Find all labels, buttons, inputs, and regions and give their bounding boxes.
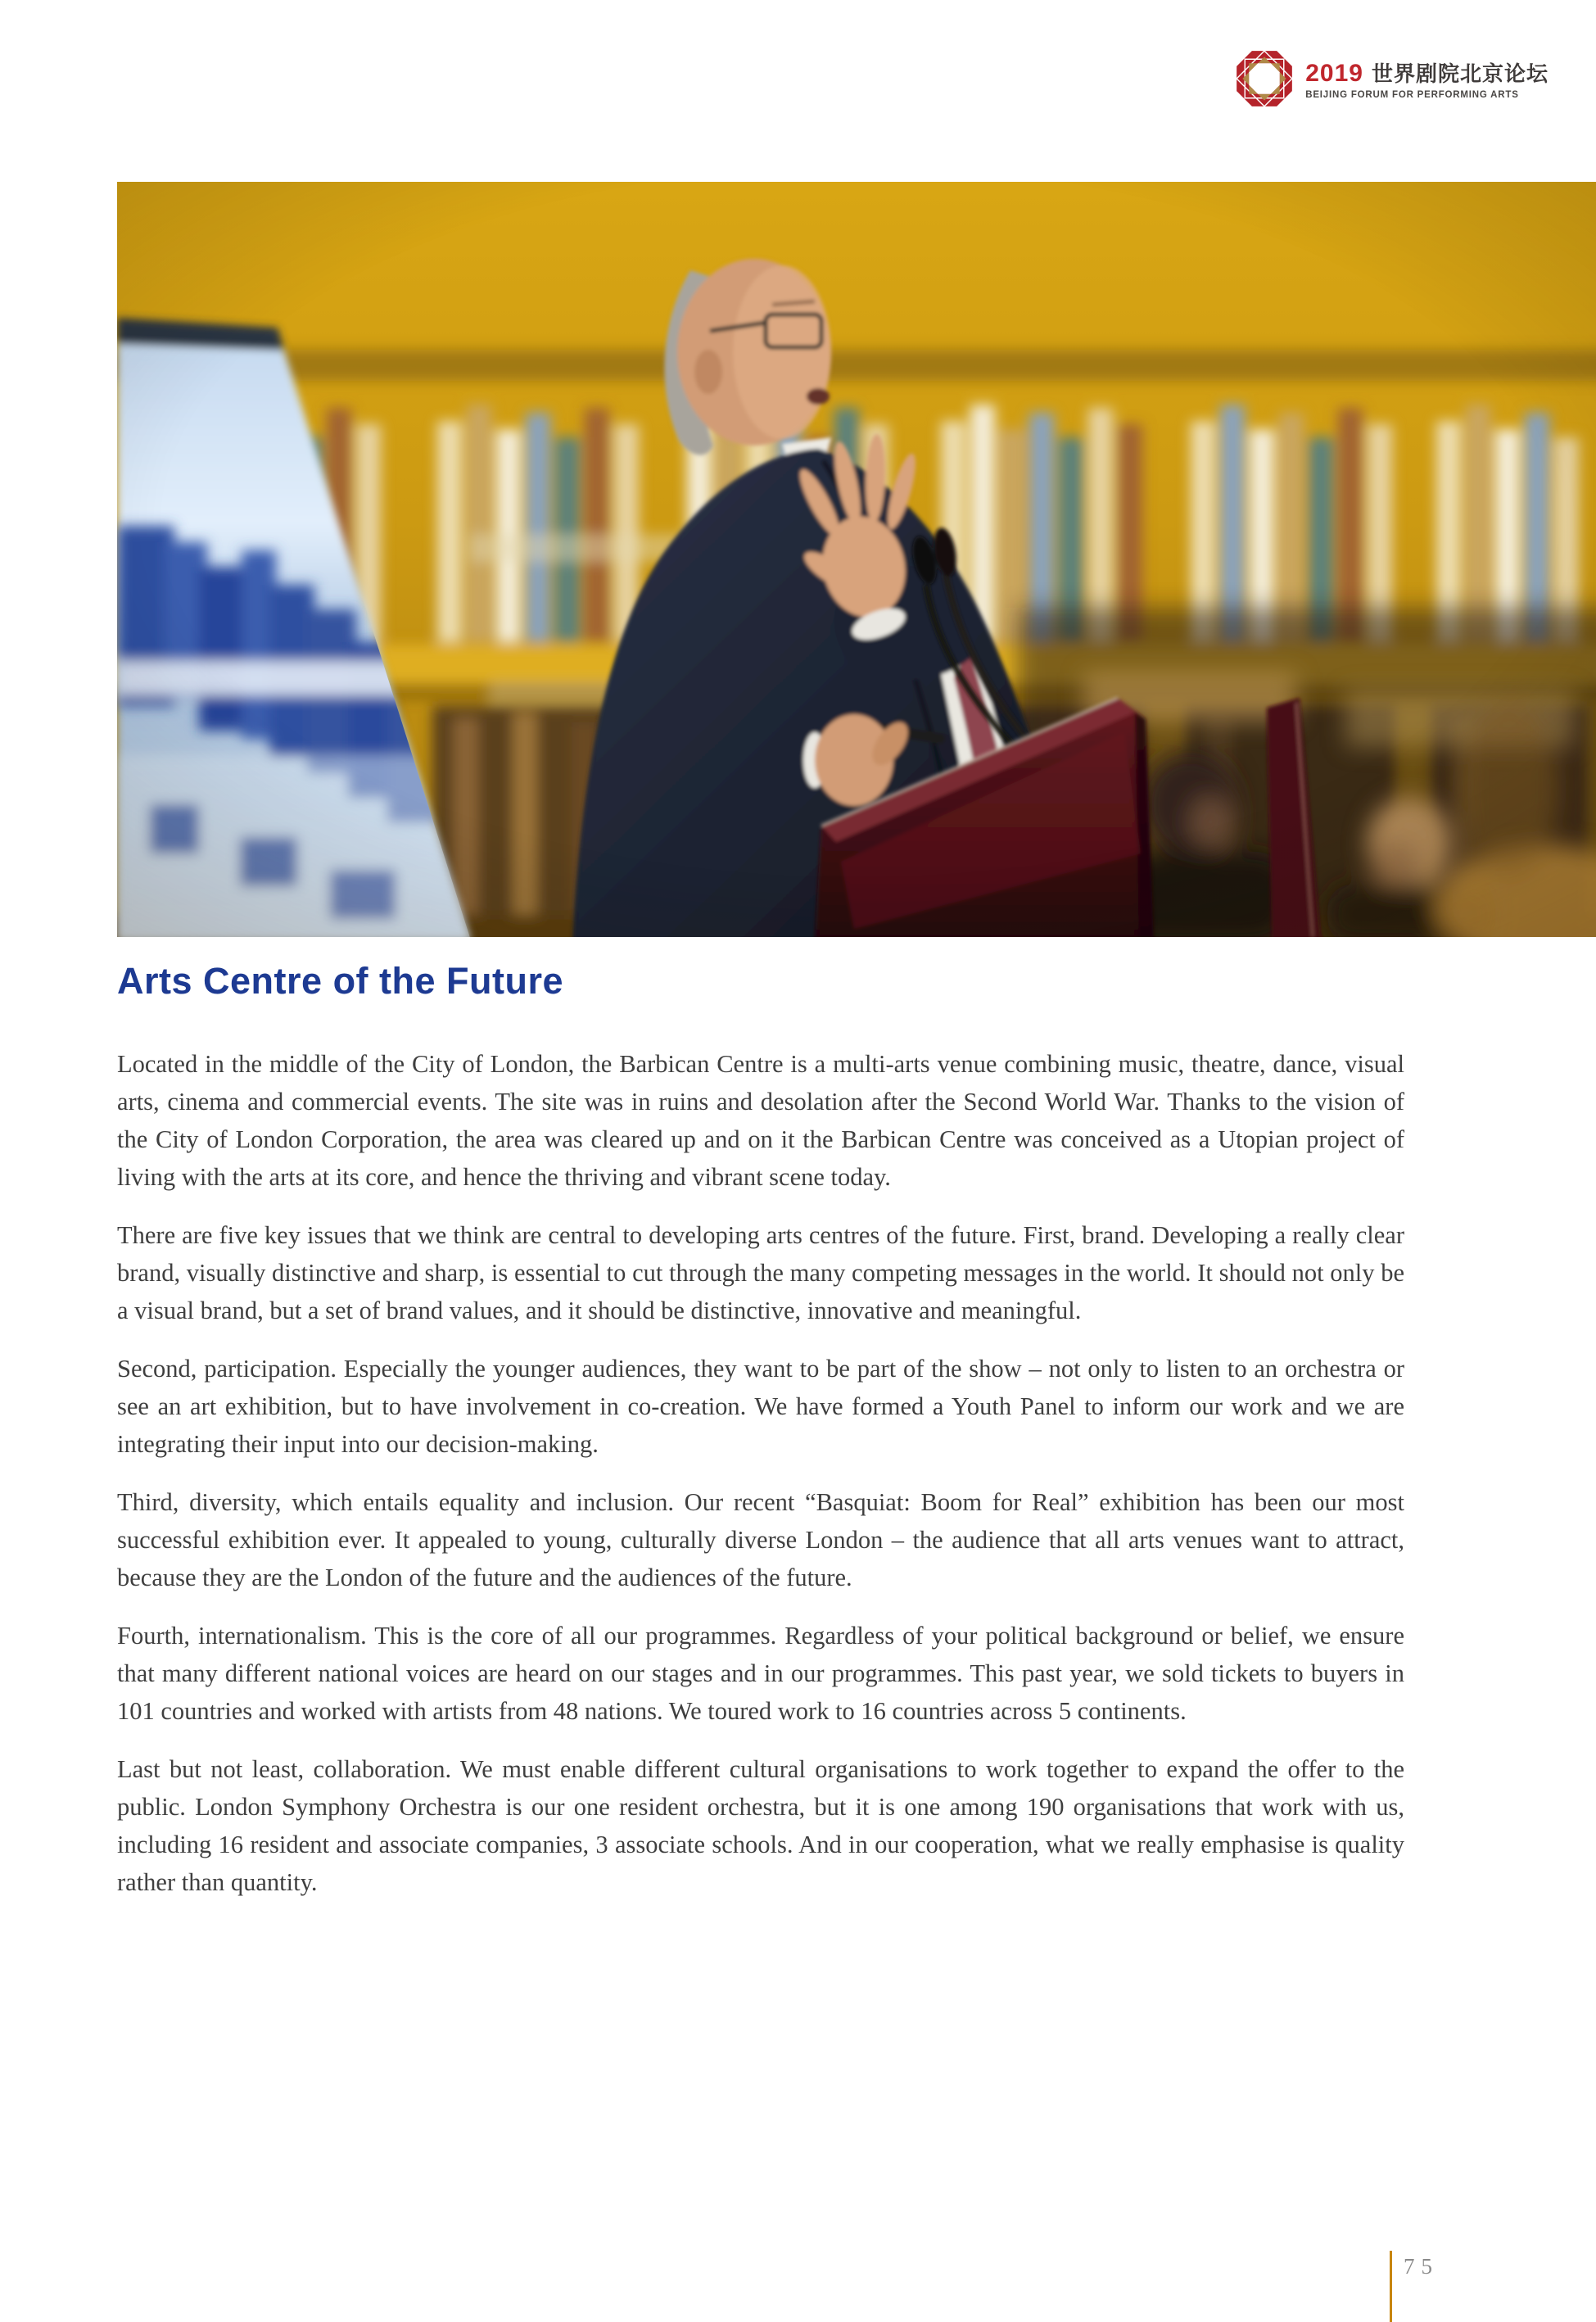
footer-divider-line: [1390, 2251, 1392, 2322]
logo-title-chinese: 世界剧院北京论坛: [1371, 61, 1549, 86]
forum-logo-text: [1305, 57, 1549, 100]
forum-logo-emblem-icon: [1235, 49, 1294, 108]
article: [117, 960, 1404, 1921]
article-paragraph-6: Last but not least, collaboration. We must enable different cultural organisations to work together to expand the offer to the public. London Symphony Orchestra is our one resident orchestra, but it is one among 190 organisations that work with us, including 16 resident and associate companies, 3 associate schools. And in our cooperation, what we really emphasise is quality rather than quantity.: [117, 1755, 1404, 1896]
forum-logo: [1235, 49, 1549, 108]
article-paragraph-2: There are five key issues that we think are central to developing arts centres of the future. First, brand. Developing a really clear brand, visually distinctive and sharp, is essential to cut through the many competing messages in the world. It should not only be a visual brand, but a set of brand values, and it should be distinctive, innovative and meaningful.: [117, 1221, 1404, 1324]
article-title: Arts Centre of the Future: [117, 960, 564, 1002]
article-paragraph-5: Fourth, internationalism. This is the core of all our programmes. Regardless of your political background or belief, we ensure that many different national voices are heard on our stages and in our programmes. This past year, we sold tickets to buyers in 101 countries and worked with artists from 48 nations. We toured work to 16 countries across 5 continents.: [117, 1622, 1404, 1725]
logo-year: 2019: [1305, 60, 1363, 87]
logo-title-english: BEIJING FORUM FOR PERFORMING ARTS: [1305, 90, 1519, 100]
article-paragraph-4: Third, diversity, which entails equality and inclusion. Our recent “Basquiat: Boom for Real” exhibition has been our most successful exhibition ever. It appealed to young, culturally diverse London – the audience that all arts venues want to attract, because they are the London of the future and the audiences of the future.: [117, 1488, 1404, 1591]
speaker-photo: [117, 182, 1596, 937]
article-paragraph-3: Second, participation. Especially the younger audiences, they want to be part of the show – not only to listen to an orchestra or see an art exhibition, but to have involvement in co-creation. We have formed a Youth Panel to inform our work and we are integrating their input into our decision-making.: [117, 1355, 1404, 1458]
photo-vignette: [117, 182, 1596, 937]
article-paragraph-1: Located in the middle of the City of London, the Barbican Centre is a multi-arts venue combining music, theatre, dance, visual arts, cinema and commercial events. The site was in ruins and desolation after the Second World War. Thanks to the vision of the City of London Corporation, the area was cleared up and on it the Barbican Centre was conceived as a Utopian project of living with the arts at its core, and hence the thriving and vibrant scene today.: [117, 1050, 1404, 1191]
page-number: 75: [1404, 2254, 1439, 2279]
